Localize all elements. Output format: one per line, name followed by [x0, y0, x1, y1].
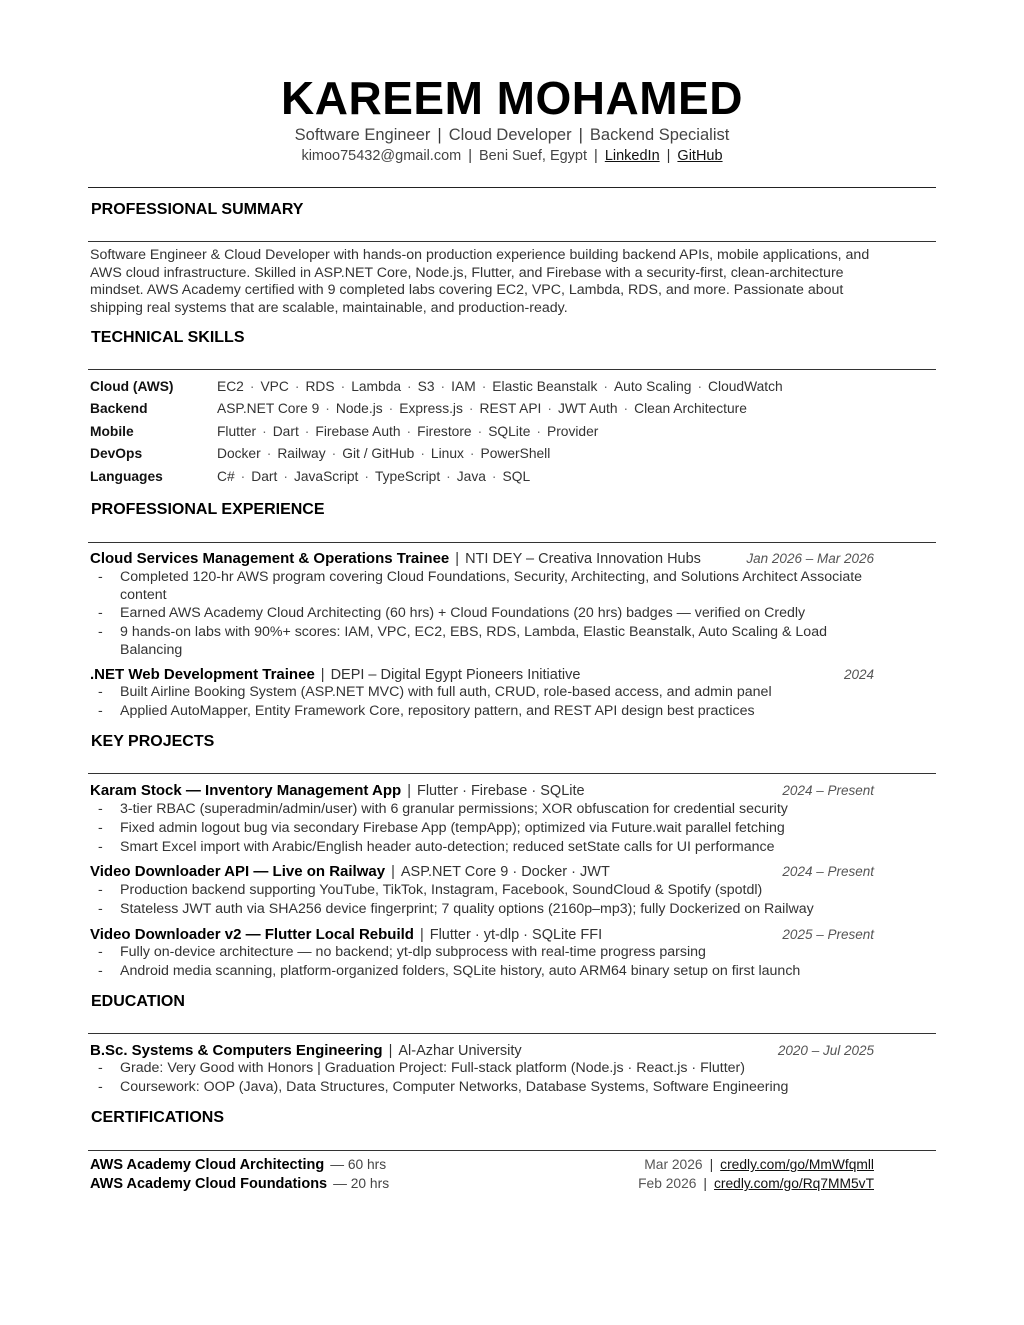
entry-header: [90, 665, 874, 685]
dot-separator: ·: [249, 379, 255, 394]
bullet-line: Fixed admin logout bug via secondary Firebase App (tempApp); optimized via Future.wait parallel fetching: [120, 820, 785, 836]
skill-values: [217, 377, 783, 397]
bullet-text: [120, 901, 928, 919]
bullet-point: [98, 703, 928, 721]
dot-separator: ·: [406, 424, 412, 439]
skill-item: Linux: [430, 446, 464, 461]
bullet-line: Earned AWS Academy Cloud Architecting (60 hrs) + Cloud Foundations (20 hrs) badges — verified on Credly: [120, 605, 806, 621]
separator: |: [594, 148, 598, 164]
skill-category-label: DevOps: [90, 446, 143, 461]
bullet-dash: -: [98, 1060, 103, 1076]
header-divider: [88, 187, 936, 188]
bullet-point: [98, 944, 928, 962]
bullet-point: [98, 801, 928, 819]
separator: |: [419, 927, 424, 943]
skill-item: Node.js: [335, 401, 383, 416]
skill-item: S3: [417, 379, 435, 394]
dot-separator: ·: [547, 401, 552, 416]
bullet-dash: -: [98, 901, 103, 917]
bullet-point: [98, 624, 928, 659]
certification-date: Mar 2026: [644, 1157, 703, 1172]
entry-organization: Flutter · yt-dlp · SQLite FFI: [429, 927, 603, 943]
skill-item: REST API: [479, 401, 542, 416]
skill-item: Lambda: [351, 379, 402, 394]
bullet-point: [98, 1079, 928, 1097]
bullet-line: Android media scanning, platform-organized folders, SQLite history, auto ARM64 binary setup on first launch: [120, 963, 801, 979]
separator: |: [407, 783, 411, 799]
linkedin-link[interactable]: LinkedIn: [604, 148, 660, 164]
certification-date: Feb 2026: [638, 1176, 697, 1191]
separator: |: [468, 148, 473, 164]
dot-separator: ·: [325, 401, 330, 416]
summary-line: AWS cloud infrastructure. Skilled in ASP.NET Core, Node.js, Flutter, and Firebase with a security-first, clean-architecture: [90, 264, 844, 281]
entry-title: Karam Stock — Inventory Management App: [90, 782, 402, 799]
entry-date: 2025 – Present: [782, 927, 874, 942]
bullet-point: [98, 1060, 928, 1078]
dot-separator: ·: [304, 424, 310, 439]
skill-item: Docker: [217, 446, 261, 461]
bullet-dash: -: [98, 963, 103, 979]
bullet-text: [120, 624, 928, 659]
skill-item: RDS: [305, 379, 335, 394]
dot-separator: ·: [481, 379, 487, 394]
skill-item: JWT Auth: [557, 401, 618, 416]
bullet-point: [98, 963, 928, 981]
entry-date: 2024 – Present: [782, 864, 874, 879]
skill-item: ASP.NET Core 9: [217, 401, 320, 416]
dot-separator: ·: [468, 401, 474, 416]
skill-item: Dart: [251, 469, 278, 484]
summary-text: [90, 247, 930, 317]
entry-date: 2020 – Jul 2025: [777, 1043, 874, 1058]
dot-separator: ·: [603, 379, 608, 394]
skill-item: CloudWatch: [708, 379, 783, 394]
section-divider: [88, 1150, 936, 1151]
dot-separator: ·: [491, 469, 497, 484]
bullet-line: 9 hands-on labs with 90%+ scores: IAM, VPC, EC2, EBS, RDS, Lambda, Elastic Beanstalk, Auto Scaling & Load: [120, 624, 827, 640]
credly-link[interactable]: credly.com/go/Rq7MM5vT: [714, 1176, 874, 1191]
bullet-text: [120, 1060, 928, 1078]
skill-item: Java: [456, 469, 486, 484]
skill-item: SQL: [502, 469, 531, 484]
dot-separator: ·: [294, 379, 300, 394]
bullet-text: [120, 882, 928, 900]
separator: |: [709, 1157, 714, 1172]
contact-line: [0, 146, 1024, 166]
certification-row: [90, 1155, 874, 1174]
bullet-dash: -: [98, 839, 103, 855]
skill-values: [217, 444, 550, 464]
entry-header: [90, 781, 874, 801]
candidate-name: KAREEM MOHAMED: [281, 72, 743, 124]
bullet-dash: -: [98, 624, 103, 640]
bullet-line: Completed 120-hr AWS program covering Cloud Foundations, Security, Architecting, and Solutions Architect Associate: [120, 569, 863, 585]
bullet-dash: -: [98, 703, 103, 719]
certification-row: [90, 1174, 874, 1193]
bullet-text: [120, 605, 928, 623]
bullet-line: Built Airline Booking System (ASP.NET MVC) with full auth, CRUD, role-based access, and admin panel: [120, 684, 772, 700]
skill-item: Express.js: [399, 401, 463, 416]
section-title-education: EDUCATION: [91, 993, 185, 1010]
certification-hours: — 60 hrs: [330, 1157, 387, 1172]
job-title: Backend Specialist: [589, 126, 730, 144]
summary-line: mindset. AWS Academy certified with 9 completed labs covering EC2, VPC, Lambda, RDS, and more. Passionate about: [90, 282, 844, 298]
skill-item: PowerShell: [480, 446, 551, 461]
bullet-point: [98, 684, 928, 702]
entry-title: .NET Web Development Trainee: [90, 666, 315, 683]
certification-name: AWS Academy Cloud Architecting: [90, 1157, 325, 1173]
bullet-text: [120, 801, 928, 819]
entry-organization: Al-Azhar University: [398, 1043, 522, 1059]
skill-item: C#: [217, 469, 235, 484]
dot-separator: ·: [623, 401, 629, 416]
job-titles: [0, 124, 1024, 146]
bullet-line: Applied AutoMapper, Entity Framework Core, repository pattern, and REST API design best practices: [120, 703, 755, 719]
certification-hours: — 20 hrs: [333, 1176, 390, 1191]
dot-separator: ·: [364, 469, 369, 484]
dot-separator: ·: [262, 424, 267, 439]
skill-item: EC2: [217, 379, 244, 394]
dot-separator: ·: [266, 446, 272, 461]
skill-item: Auto Scaling: [613, 379, 692, 394]
bullet-dash: -: [98, 944, 103, 960]
separator: |: [391, 864, 395, 880]
bullet-point: [98, 839, 928, 857]
section-divider: [88, 369, 936, 370]
entry-header: [90, 925, 874, 945]
entry-header: [90, 1041, 874, 1061]
skill-row: [90, 422, 890, 442]
entry-header: [90, 862, 874, 882]
summary-line: Software Engineer & Cloud Developer with hands-on production experience building backend APIs, mobile applications, and: [90, 247, 870, 263]
bullet-text: [120, 569, 928, 604]
bullet-line: Production backend supporting YouTube, TikTok, Instagram, Facebook, SoundCloud & Spotify (spotdl): [120, 882, 763, 898]
github-link[interactable]: GitHub: [677, 148, 723, 164]
bullet-line: Balancing: [120, 641, 183, 658]
section-title-skills: TECHNICAL SKILLS: [91, 329, 245, 346]
skill-row: [90, 399, 890, 419]
skill-values: [217, 422, 598, 442]
dot-separator: ·: [340, 379, 346, 394]
entry-title: B.Sc. Systems & Computers Engineering: [90, 1042, 383, 1059]
job-title: Cloud Developer: [448, 126, 572, 144]
credly-link[interactable]: credly.com/go/MmWfqmll: [720, 1157, 874, 1172]
dot-separator: ·: [388, 401, 394, 416]
separator: |: [578, 126, 583, 144]
section-title-projects: KEY PROJECTS: [91, 733, 215, 750]
bullet-line: Fully on-device architecture — no backend; yt-dlp subprocess with real-time progress parsing: [120, 944, 706, 960]
entry-organization: Flutter · Firebase · SQLite: [416, 783, 585, 799]
entry-organization: ASP.NET Core 9 · Docker · JWT: [400, 864, 610, 880]
dot-separator: ·: [407, 379, 412, 394]
separator: |: [388, 1043, 393, 1059]
bullet-dash: -: [98, 801, 103, 817]
skill-row: [90, 444, 890, 464]
skill-category-label: Mobile: [90, 424, 134, 439]
bullet-line: 3-tier RBAC (superadmin/admin/user) with 6 granular permissions; XOR obfuscation for credential security: [120, 801, 788, 817]
bullet-dash: -: [98, 569, 103, 585]
skill-values: [217, 467, 530, 487]
bullet-line: content: [120, 586, 167, 603]
certification-name: AWS Academy Cloud Foundations: [90, 1176, 328, 1192]
skill-item: Git / GitHub: [342, 446, 415, 461]
bullet-text: [120, 820, 928, 838]
bullet-dash: -: [98, 684, 103, 700]
separator: |: [437, 126, 442, 144]
entry-title: Cloud Services Management & Operations Trainee: [90, 550, 450, 567]
entry-date: 2024 – Present: [782, 783, 874, 798]
section-title-certifications: CERTIFICATIONS: [91, 1109, 225, 1126]
section-title-experience: PROFESSIONAL EXPERIENCE: [91, 501, 325, 518]
dot-separator: ·: [477, 424, 483, 439]
skill-row: [90, 377, 890, 397]
skill-category-label: Cloud (AWS): [90, 379, 174, 394]
dot-separator: ·: [469, 446, 475, 461]
separator: |: [455, 551, 460, 567]
section-divider: [88, 542, 936, 543]
dot-separator: ·: [420, 446, 425, 461]
entry-title: Video Downloader API — Live on Railway: [90, 863, 386, 880]
bullet-text: [120, 1079, 928, 1097]
bullet-text: [120, 944, 928, 962]
entry-header: [90, 549, 874, 569]
section-divider: [88, 241, 936, 242]
bullet-point: [98, 901, 928, 919]
dot-separator: ·: [697, 379, 703, 394]
skill-item: Dart: [272, 424, 299, 439]
location: Beni Suef, Egypt: [479, 148, 588, 164]
bullet-text: [120, 703, 928, 721]
skill-category-label: Languages: [90, 469, 163, 484]
dot-separator: ·: [440, 379, 446, 394]
skill-category-label: Backend: [90, 401, 148, 416]
skill-item: SQLite: [488, 424, 531, 439]
bullet-dash: -: [98, 882, 103, 898]
bullet-dash: -: [98, 1079, 103, 1095]
separator: |: [320, 667, 325, 683]
bullet-text: [120, 963, 928, 981]
email: kimoo75432@gmail.com: [301, 148, 462, 164]
bullet-line: Smart Excel import with Arabic/English header auto-detection; reduced setState calls for UI performance: [120, 839, 775, 855]
dot-separator: ·: [240, 469, 246, 484]
section-divider: [88, 1033, 936, 1034]
summary-line: shipping real systems that are scalable, maintainable, and production-ready.: [90, 299, 568, 316]
dot-separator: ·: [446, 469, 451, 484]
skill-item: VPC: [260, 379, 289, 394]
bullet-dash: -: [98, 820, 103, 836]
bullet-point: [98, 882, 928, 900]
skill-item: IAM: [451, 379, 476, 394]
separator: |: [703, 1176, 708, 1191]
entry-organization: NTI DEY – Creativa Innovation Hubs: [465, 551, 701, 567]
bullet-point: [98, 820, 928, 838]
bullet-line: Coursework: OOP (Java), Data Structures, Computer Networks, Database Systems, Software Engineering: [120, 1079, 789, 1095]
skill-item: Firestore: [417, 424, 472, 439]
dot-separator: ·: [283, 469, 288, 484]
bullet-text: [120, 839, 928, 857]
skill-item: JavaScript: [293, 469, 359, 484]
entry-organization: DEPI – Digital Egypt Pioneers Initiative: [330, 667, 581, 683]
bullet-text: [120, 684, 928, 702]
dot-separator: ·: [536, 424, 541, 439]
bullet-point: [98, 605, 928, 623]
entry-title: Video Downloader v2 — Flutter Local Rebuild: [90, 926, 414, 943]
entry-date: Jan 2026 – Mar 2026: [746, 551, 874, 566]
skill-item: TypeScript: [374, 469, 441, 484]
separator: |: [666, 148, 671, 164]
skill-values: [217, 399, 747, 419]
bullet-dash: -: [98, 605, 103, 621]
certification-meta: [638, 1174, 874, 1193]
skill-item: Elastic Beanstalk: [492, 379, 598, 394]
dot-separator: ·: [331, 446, 337, 461]
bullet-line: Stateless JWT auth via SHA256 device fingerprint; 7 quality options (2160p–mp3); fully Dockerized on Railway: [120, 901, 814, 917]
skill-item: Firebase Auth: [315, 424, 401, 439]
skill-item: Flutter: [217, 424, 257, 439]
section-title-summary: PROFESSIONAL SUMMARY: [91, 201, 304, 218]
skill-item: Clean Architecture: [634, 401, 747, 416]
skill-row: [90, 467, 890, 487]
skill-item: Railway: [277, 446, 326, 461]
entry-date: 2024: [843, 667, 874, 682]
certification-meta: [644, 1155, 874, 1174]
section-divider: [88, 773, 936, 774]
bullet-point: [98, 569, 928, 604]
skill-item: Provider: [547, 424, 599, 439]
bullet-line: Grade: Very Good with Honors | Graduation Project: Full-stack platform (Node.js · React.js · Flutter): [120, 1060, 746, 1076]
job-title: Software Engineer: [294, 126, 431, 144]
